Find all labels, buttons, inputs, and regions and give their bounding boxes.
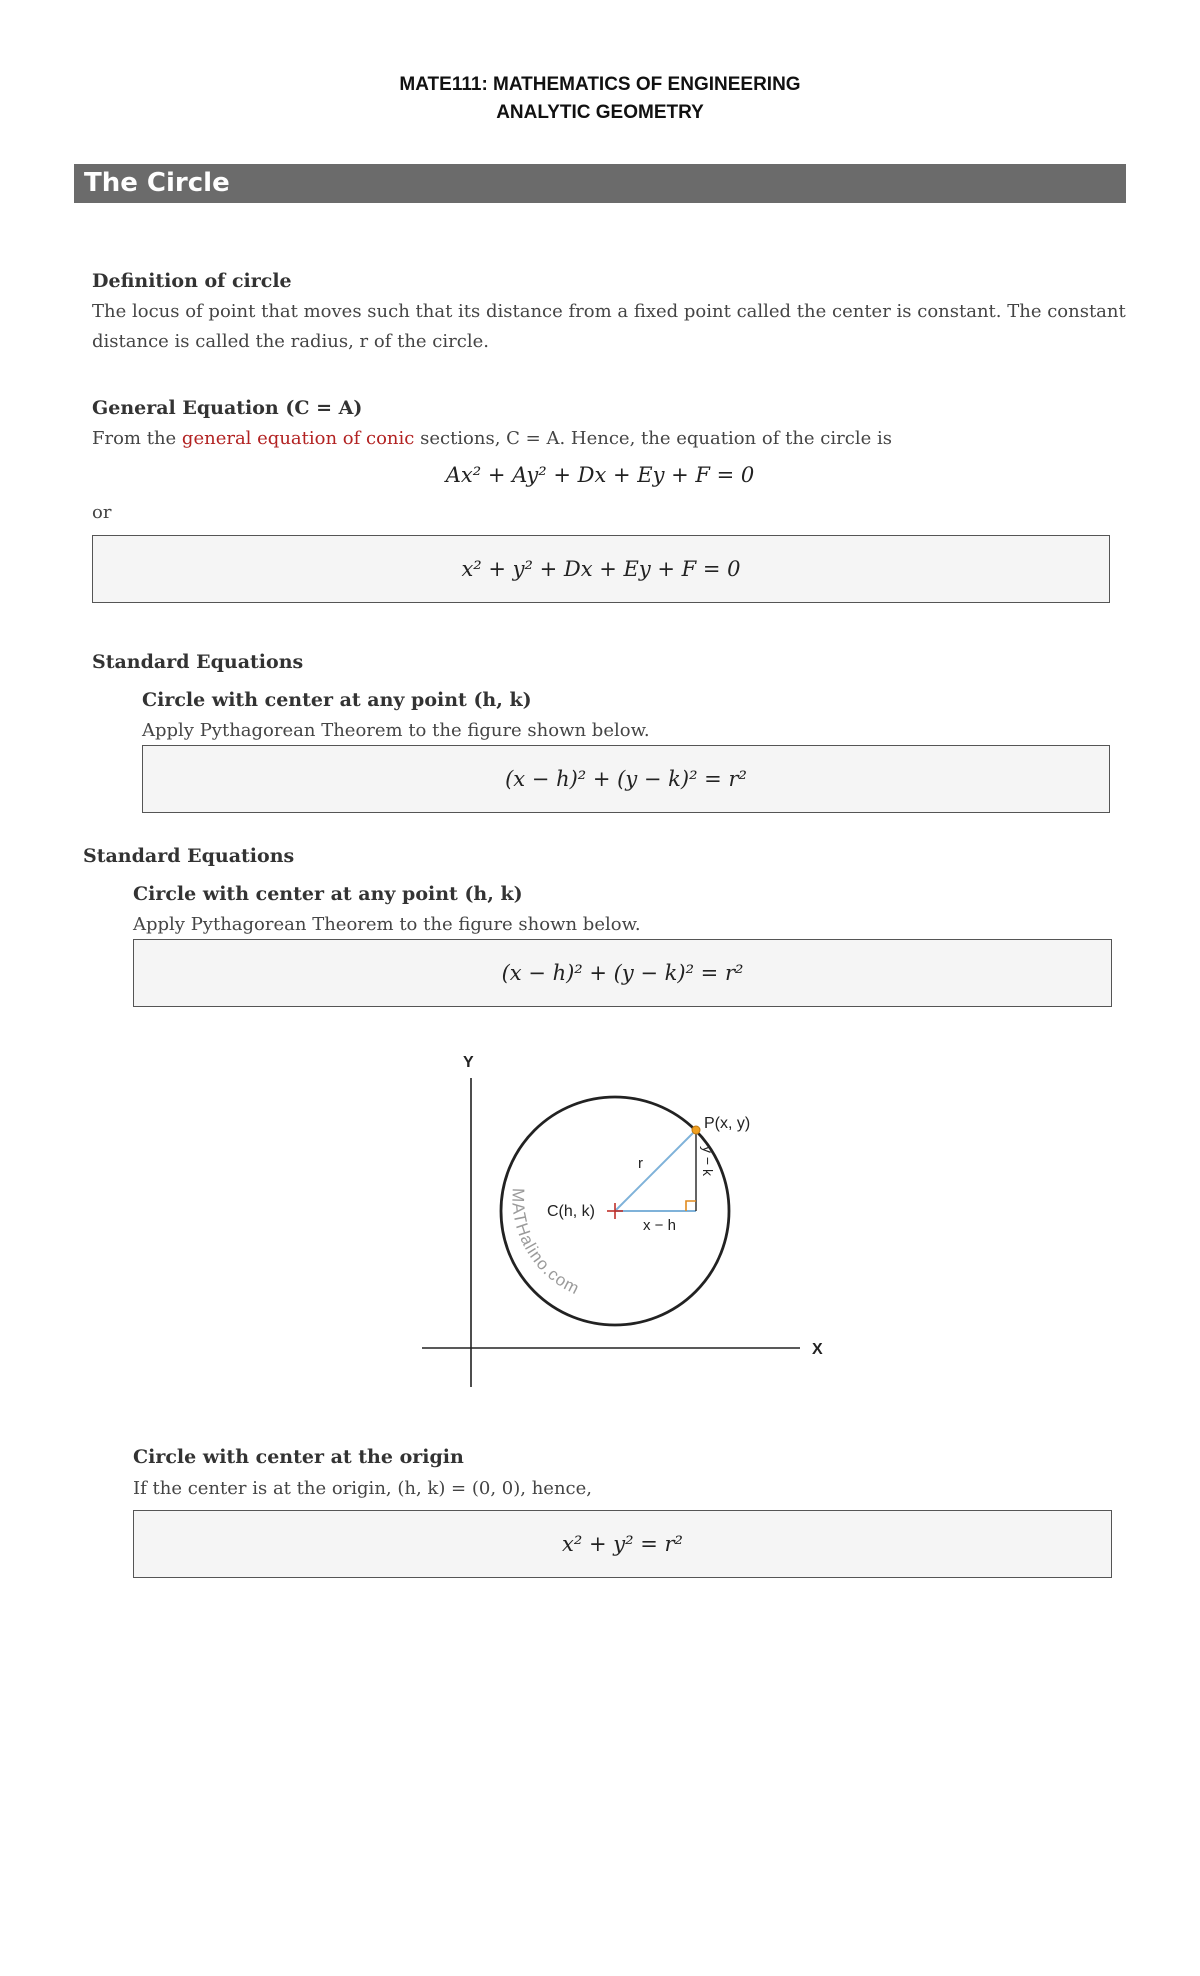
dx-label: x − h	[643, 1217, 676, 1234]
y-axis-label: Y	[463, 1054, 474, 1071]
standard-equations-heading-1: Standard Equations	[92, 651, 304, 673]
x-axis-label: X	[812, 1341, 823, 1358]
pythagorean-text-1: Apply Pythagorean Theorem to the figure shown below.	[142, 720, 650, 741]
dy-label: y − k	[700, 1146, 716, 1176]
general-equation-1: Ax² + Ay² + Dx + Ey + F = 0	[445, 463, 755, 487]
general-equation-text	[92, 424, 892, 454]
point-p-label: P(x, y)	[704, 1115, 751, 1132]
watermark-textpath: MATHalino.com	[508, 1187, 583, 1299]
section-title: The Circle	[84, 168, 230, 198]
point-p-marker	[692, 1126, 700, 1134]
section-banner	[74, 164, 1126, 203]
right-angle-marker	[686, 1201, 696, 1211]
radius-label: r	[638, 1155, 643, 1172]
document-course-title: MATE111: MATHEMATICS OF ENGINEERING	[399, 74, 801, 95]
center-label: C(h, k)	[547, 1203, 595, 1220]
center-origin-heading: Circle with center at the origin	[133, 1446, 464, 1468]
document-subject-title: ANALYTIC GEOMETRY	[496, 102, 704, 123]
general-equation-heading: General Equation (C = A)	[92, 397, 363, 419]
center-any-point-heading-2: Circle with center at any point (h, k)	[133, 883, 523, 905]
general-equation-2: x² + y² + Dx + Ey + F = 0	[461, 557, 741, 581]
definition-text-line1: The locus of point that moves such that its distance from a fixed point called the center is constant. The constant	[92, 301, 1126, 322]
standard-equations-heading-2: Standard Equations	[83, 845, 295, 867]
radius-line	[615, 1130, 696, 1211]
center-any-point-heading-1: Circle with center at any point (h, k)	[142, 689, 532, 711]
standard-equation-2: (x − h)² + (y − k)² = r²	[501, 961, 744, 985]
definition-text-line2: distance is called the radius, r of the circle.	[92, 331, 489, 352]
pythagorean-text-2: Apply Pythagorean Theorem to the figure shown below.	[133, 914, 641, 935]
center-origin-text: If the center is at the origin, (h, k) = (0, 0), hence,	[133, 1478, 592, 1499]
origin-equation-box	[133, 1510, 1112, 1578]
standard-equation-box-2	[133, 939, 1112, 1007]
general-text-before: From the	[92, 428, 182, 449]
or-text: or	[92, 502, 112, 523]
circle-figure	[400, 1040, 850, 1400]
standard-equation-1: (x − h)² + (y − k)² = r²	[505, 767, 747, 791]
origin-equation: x² + y² = r²	[562, 1532, 683, 1556]
general-text-after: sections, C = A. Hence, the equation of the circle is	[414, 428, 892, 449]
standard-equation-box-1	[142, 745, 1110, 813]
general-equation-box	[92, 535, 1110, 603]
general-equation-of-conic-link[interactable]: general equation of conic	[181, 428, 415, 449]
definition-heading: Definition of circle	[92, 270, 292, 292]
